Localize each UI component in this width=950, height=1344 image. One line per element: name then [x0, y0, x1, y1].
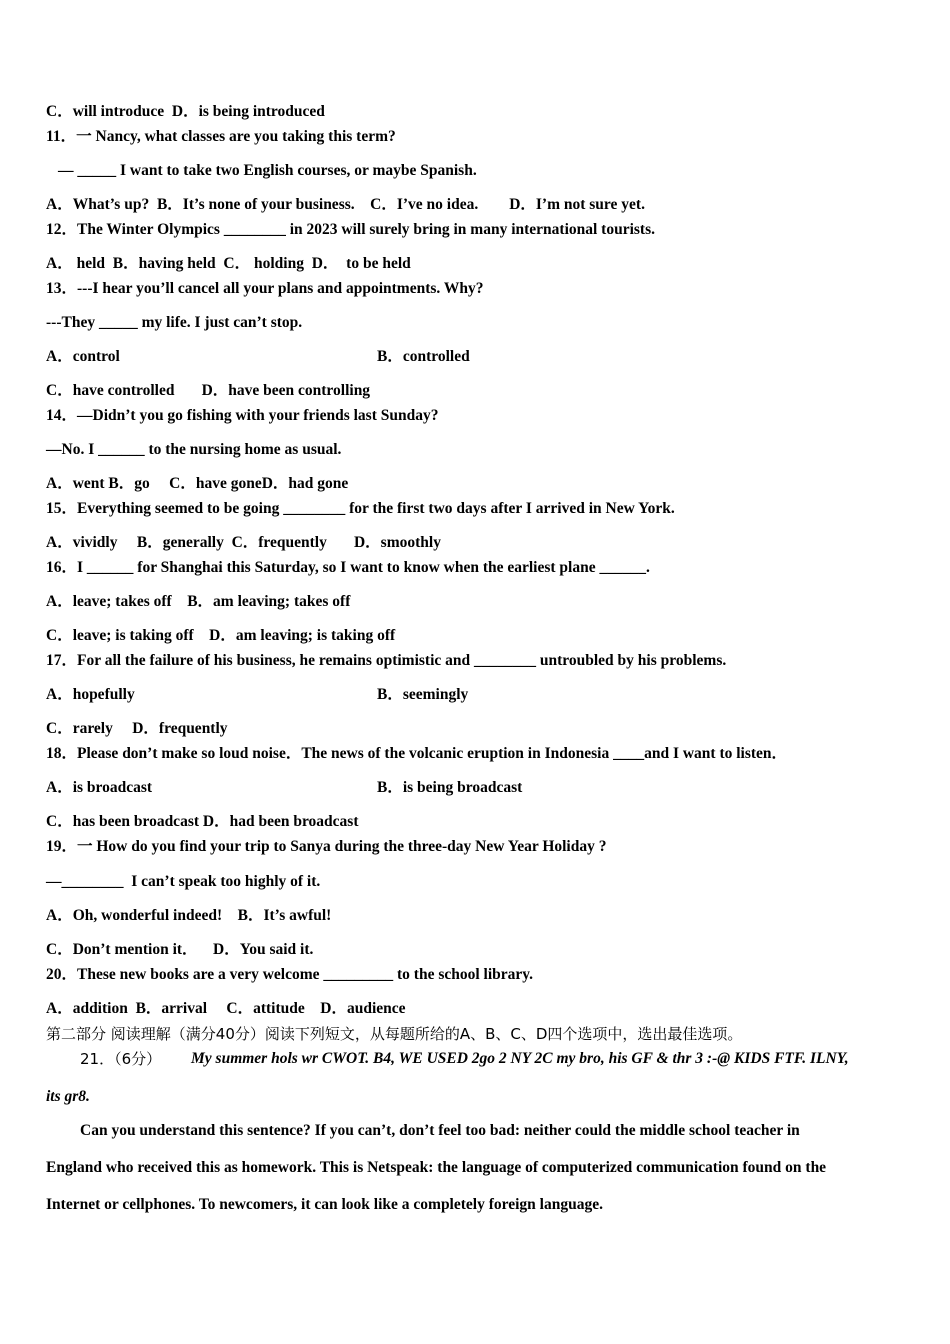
q16-options-ab: A．leave; takes off B．am leaving; takes off: [46, 593, 351, 610]
q17-option-b: B．seemingly: [377, 686, 469, 703]
q19-options-cd: C．Don’t mention it． D．You said it.: [46, 941, 314, 958]
passage-line-3: Internet or cellphones. To newcomers, it can look like a completely foreign language.: [46, 1196, 603, 1213]
q11-options: A．What’s up? B．It’s none of your business. C．I’ve no idea. D．I’m not sure yet.: [46, 196, 645, 213]
q14-dialogue: —No. I ______ to the nursing home as usual.: [46, 441, 342, 458]
q18-options-cd: C．has been broadcast D．had been broadcast: [46, 813, 359, 830]
q14-stem: 14．—Didn’t you go fishing with your friends last Sunday?: [46, 407, 439, 424]
q17-options-cd: C．rarely D．frequently: [46, 720, 228, 737]
q17-option-a: A．hopefully: [46, 686, 135, 703]
q18-stem: 18．Please don’t make so loud noise．The news of the volcanic eruption in Indonesia ____and I want to listen．: [46, 745, 788, 762]
q20-stem: 20．These new books are a very welcome _________ to the school library.: [46, 966, 534, 983]
q15-stem: 15．Everything seemed to be going ________ for the first two days after I arrived in New York.: [46, 500, 675, 517]
q20-options: A．addition B．arrival C．attitude D．audience: [46, 1000, 406, 1017]
q15-options: A．vividly B．generally C．frequently D．smoothly: [46, 534, 441, 551]
netspeak-sentence: My summer hols wr CWOT. B4, WE USED 2go 2 NY 2C my bro, his GF & thr 3 :-@ KIDS FTF. ILNY,: [191, 1050, 849, 1067]
netspeak-sentence-end: its gr8.: [46, 1088, 90, 1105]
section-two-heading: 第二部分 阅读理解（满分40分）阅读下列短文，从每题所给的A、B、C、D四个选项中，选出最佳选项。: [46, 1025, 743, 1043]
q19-options-ab: A．Oh, wonderful indeed! B．It’s awful!: [46, 907, 332, 924]
q11-stem: 11．一 Nancy, what classes are you taking this term?: [46, 128, 396, 145]
q10-options-cd: C．will introduce D．is being introduced: [46, 103, 325, 120]
q12-options: A． held B．having held C． holding D． to be held: [46, 255, 411, 272]
passage-line-1: Can you understand this sentence? If you can’t, don’t feel too bad: neither could the middle school teacher in: [80, 1122, 800, 1139]
q13-options-cd: C．have controlled D．have been controlling: [46, 382, 371, 399]
q19-stem: 19．一 How do you find your trip to Sanya during the three-day New Year Holiday ?: [46, 838, 607, 855]
q16-stem: 16．I ______ for Shanghai this Saturday, so I want to know when the earliest plane ______.: [46, 559, 650, 576]
q17-stem: 17．For all the failure of his business, he remains optimistic and ________ untroubled by his problems.: [46, 652, 727, 669]
q16-options-cd: C．leave; is taking off D．am leaving; is taking off: [46, 627, 396, 644]
q11-dialogue: — _____ I want to take two English courses, or maybe Spanish.: [58, 162, 477, 179]
q18-option-b: B．is being broadcast: [377, 779, 523, 796]
passage-line-2: England who received this as homework. This is Netspeak: the language of computerized communication found on the: [46, 1159, 827, 1176]
q13-dialogue: ---They _____ my life. I just can’t stop.: [46, 314, 303, 331]
q13-option-a: A．control: [46, 348, 120, 365]
q12-stem: 12．The Winter Olympics ________ in 2023 will surely bring in many international tourists.: [46, 221, 656, 238]
q13-option-b: B．controlled: [377, 348, 470, 365]
q21-number: 21．（6分）: [80, 1050, 162, 1068]
q13-stem: 13．---I hear you’ll cancel all your plans and appointments. Why?: [46, 280, 484, 297]
q18-option-a: A．is broadcast: [46, 779, 153, 796]
q14-options: A．went B．go C．have goneD．had gone: [46, 475, 349, 492]
q19-dialogue: —________ I can’t speak too highly of it.: [46, 873, 321, 890]
